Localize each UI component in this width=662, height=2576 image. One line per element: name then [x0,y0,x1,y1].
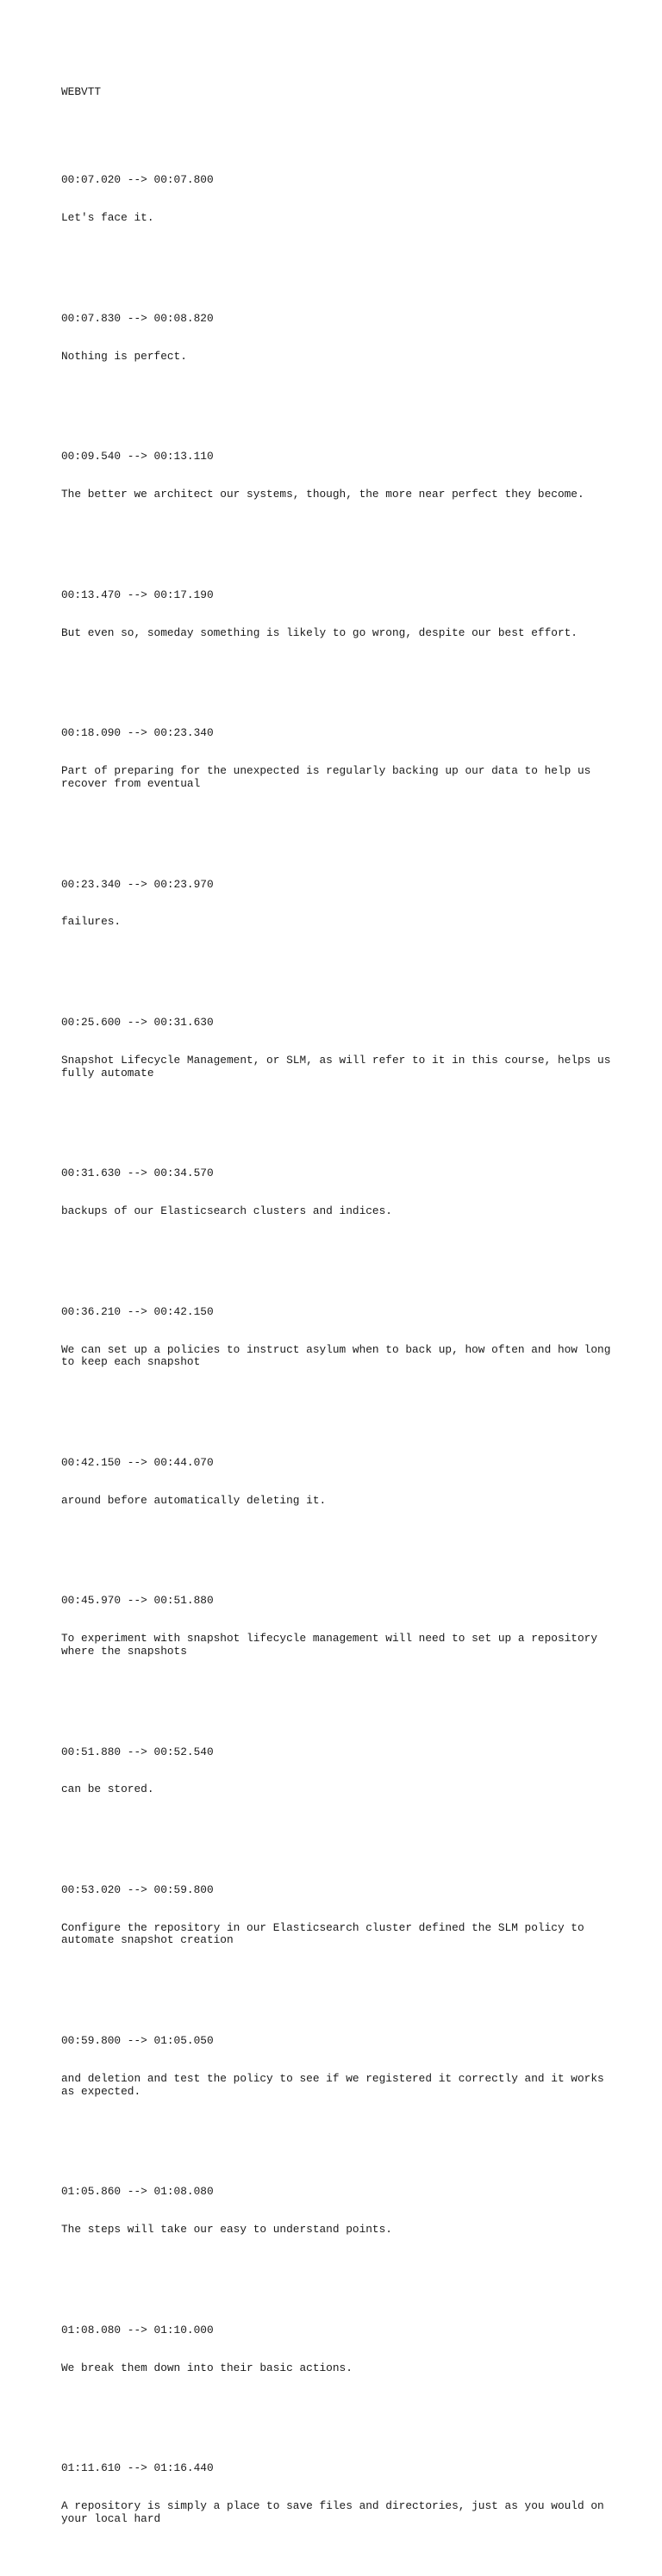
cue-timing: 00:36.210 --> 00:42.150 [61,1304,214,1318]
cue [61,992,613,1104]
cue-text: Nothing is perfect. [61,349,187,363]
cue-timing: 00:23.340 --> 00:23.970 [61,877,214,891]
cue-timing: 00:18.090 --> 00:23.340 [61,726,214,740]
cue [61,2010,613,2123]
cue-text: Let's face it. [61,211,154,225]
cue-text: Snapshot Lifecycle Management, or SLM, as will refer to it in this course, helps us fully automate [61,1053,611,1080]
cue [61,149,613,250]
cue-text: The better we architect our systems, though, the more near perfect they become. [61,488,584,501]
cue [61,1859,613,1972]
cue-timing: 00:59.800 --> 01:05.050 [61,2034,214,2048]
cue [61,2437,613,2550]
cue-text: To experiment with snapshot lifecycle management will need to set up a repository where the snapshots [61,1632,598,1658]
cue [61,702,613,815]
cue [61,853,613,954]
cue [61,288,613,389]
cue-timing: 00:42.150 --> 00:44.070 [61,1455,214,1469]
cue-timing: 00:31.630 --> 00:34.570 [61,1167,214,1180]
cue-text: We can set up a policies to instruct asylum when to back up, how often and how long to keep each snapshot [61,1342,611,1369]
cue-timing: 00:25.600 --> 00:31.630 [61,1016,214,1030]
cue [61,1432,613,1533]
cue [61,2161,613,2262]
cue-timing: 00:51.880 --> 00:52.540 [61,1745,214,1758]
cue-timing: 00:07.020 --> 00:07.800 [61,173,214,187]
cue-text: can be stored. [61,1783,154,1796]
cue-timing: 00:07.830 --> 00:08.820 [61,311,214,325]
cue [61,1720,613,1821]
cue-timing: 00:09.540 --> 00:13.110 [61,450,214,464]
cue-timing: 00:53.020 --> 00:59.800 [61,1883,214,1897]
cue-text: around before automatically deleting it. [61,1493,327,1507]
cue [61,564,613,665]
cue-timing: 00:13.470 --> 00:17.190 [61,588,214,601]
cue-text: backups of our Elasticsearch clusters and indices. [61,1204,392,1218]
cue [61,1142,613,1243]
cue-timing: 00:45.970 --> 00:51.880 [61,1594,214,1608]
cue [61,1570,613,1683]
cue [61,1281,613,1394]
cue-timing: 01:05.860 --> 01:08.080 [61,2185,214,2199]
cue-text: failures. [61,915,122,929]
cue-text: Configure the repository in our Elasticsearch cluster defined the SLM policy to automate snapshot creation [61,1920,584,1947]
cue-text: A repository is simply a place to save files and directories, just as you would on your local hard [61,2499,604,2525]
cue [61,2299,613,2400]
cue-text: But even so, someday something is likely to go wrong, despite our best effort. [61,625,578,639]
webvtt-header: WEBVTT [61,85,102,99]
cue-timing: 01:11.610 --> 01:16.440 [61,2461,214,2475]
cue [61,426,613,526]
cue-text: Part of preparing for the unexpected is regularly backing up our data to help us recover from eventual [61,764,591,790]
document-page [61,61,613,2576]
cue-text: We break them down into their basic actions. [61,2361,353,2374]
cue-timing: 01:08.080 --> 01:10.000 [61,2323,214,2336]
cue-text: and deletion and test the policy to see if we registered it correctly and it works as expected. [61,2072,604,2098]
cue-text: The steps will take our easy to understand points. [61,2223,392,2237]
